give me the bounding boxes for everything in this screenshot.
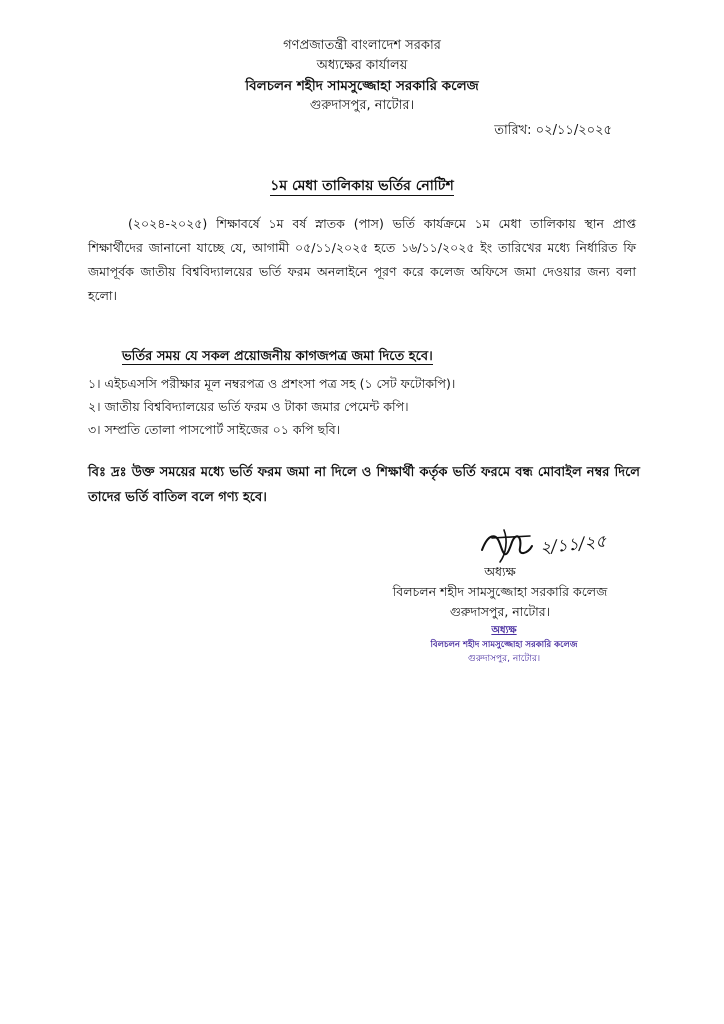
principal-college: বিলচলন শহীদ সামসুজ্জোহা সরকারি কলেজ xyxy=(392,584,608,599)
government-name: গণপ্রজাতন্ত্রী বাংলাদেশ সরকার xyxy=(283,38,441,53)
principal-signature-block xyxy=(370,562,630,622)
letterhead xyxy=(0,36,724,116)
documents-heading-text: ভর্তির সময় যে সকল প্রয়োজনীয় কাগজপত্র জমা দিতে হবে। xyxy=(122,349,433,364)
notice-date: তারিখ: ০২/১১/২০২৫ xyxy=(494,123,612,138)
stamp-college: বিলচলন শহীদ সামসুজ্জোহা সরকারি কলেজ xyxy=(430,640,578,650)
handwritten-signature xyxy=(470,520,620,568)
office-name: অধ্যক্ষের কার্যালয় xyxy=(316,58,408,73)
important-note: বিঃ দ্রঃ উক্ত সময়ের মধ্যে ভর্তি ফরম জমা না দিলে ও শিক্ষার্থী কর্তৃক ভর্তি ফরমে বন্ধ মোবাইল নম্বর দিলে তাদের ভর্তি বাতিল বলে গণ্য হবে। xyxy=(88,465,640,505)
principal-designation: অধ্যক্ষ xyxy=(484,564,516,579)
stamp-title: অধ্যক্ষ xyxy=(491,625,517,636)
list-item: ৩। সম্প্রতি তোলা পাসপোর্ট সাইজের ০১ কপি ছবি। xyxy=(88,422,341,437)
list-item: ২। জাতীয় বিশ্ববিদ্যালয়ের ভর্তি ফরম ও টাকা জমার পেমেন্ট কপি। xyxy=(88,399,409,414)
principal-address: গুরুদাসপুর, নাটোর। xyxy=(449,604,551,619)
body-paragraph: (২০২৪-২০২৫) শিক্ষাবর্ষে ১ম বর্ষ স্নাতক (পাস) ভর্তি কার্যক্রমে ১ম মেধা তালিকায় স্থান প্রাপ্ত শিক্ষার্থীদের জানানো যাচ্ছে যে, আগামী ০৫/১১/২০২৫ হতে ১৬/১১/২০২৫ ইং তারিখের মধ্যে নির্ধারিত ফি জমাপূর্বক জাতীয় বিশ্ববিদ্যালয়ের ভর্তি ফরম অনলাইনে পূরণ করে কলেজ অফিসে জমা দেওয়ার জন্য বলা হলো। xyxy=(88,216,636,303)
official-stamp xyxy=(404,624,604,666)
documents-heading xyxy=(122,347,433,368)
college-name: বিলচলন শহীদ সামসুজ্জোহা সরকারি কলেজ xyxy=(245,78,479,94)
college-address: গুরুদাসপুর, নাটোর। xyxy=(309,98,415,113)
list-item: ১। এইচএসসি পরীক্ষার মূল নম্বরপত্র ও প্রশংসা পত্র সহ (১ সেট ফটোকপি)। xyxy=(88,376,456,391)
notice-title xyxy=(0,174,724,198)
notice-title-text: ১ম মেধা তালিকায় ভর্তির নোটিশ xyxy=(270,178,454,194)
documents-list xyxy=(88,372,648,441)
signature-date: ২/১১/২৫ xyxy=(539,531,608,559)
stamp-address: গুরুদাসপুর, নাটোর। xyxy=(467,654,541,664)
